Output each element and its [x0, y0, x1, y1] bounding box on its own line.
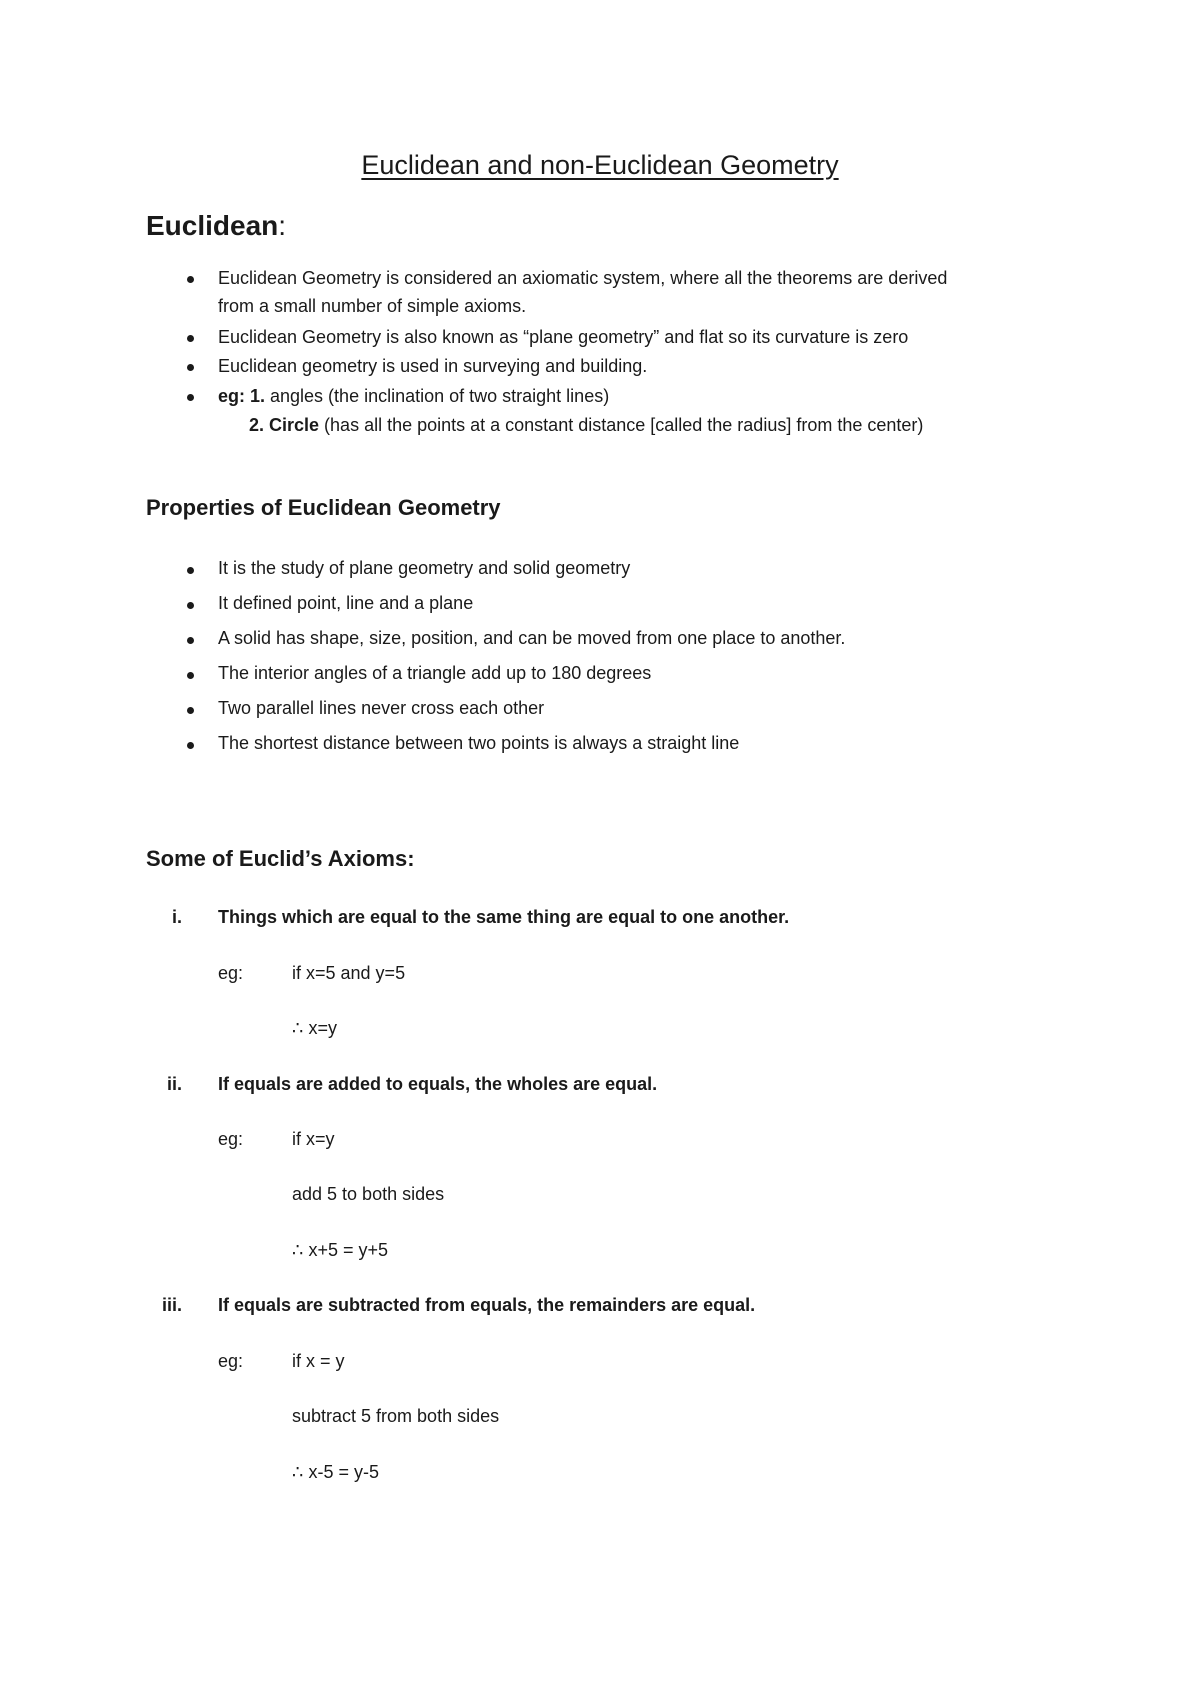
euclidean-bullet-1-line-2: from a small number of simple axioms. — [218, 296, 527, 316]
property-item: Two parallel lines never cross each other — [218, 698, 545, 718]
euclidean-heading-colon: : — [278, 210, 287, 241]
properties-heading: Properties of Euclidean Geometry — [146, 495, 501, 520]
bullet-dot — [187, 637, 194, 644]
example-label: eg: 1. — [218, 386, 266, 406]
euclidean-example-2 — [249, 415, 923, 436]
euclidean-bullet-1-line-1: Euclidean Geometry is considered an axiomatic system, where all the theorems are derived — [218, 268, 948, 288]
property-item: It is the study of plane geometry and solid geometry — [218, 558, 631, 578]
axiom-example-line: if x=5 and y=5 — [292, 963, 406, 983]
property-item: The interior angles of a triangle add up to 180 degrees — [218, 663, 652, 683]
bullet-dot — [187, 364, 194, 371]
axiom-numeral: ii. — [166, 1074, 182, 1094]
euclidean-bullet-3: Euclidean geometry is used in surveying and building. — [218, 356, 648, 376]
axiom-statement: If equals are subtracted from equals, the remainders are equal. — [218, 1295, 756, 1315]
euclidean-bullet-2: Euclidean Geometry is also known as “plane geometry” and flat so its curvature is zero — [218, 327, 909, 347]
bullet-dot — [187, 394, 194, 401]
axiom-statement: If equals are added to equals, the wholes are equal. — [218, 1074, 658, 1094]
bullet-dot — [187, 742, 194, 749]
bullet-dot — [187, 602, 194, 609]
axiom-example-line: ∴ x-5 = y-5 — [292, 1462, 379, 1482]
axiom-example-line: subtract 5 from both sides — [292, 1406, 500, 1426]
property-item: The shortest distance between two points is always a straight line — [218, 733, 740, 753]
axioms-heading: Some of Euclid’s Axioms: — [146, 846, 415, 871]
document-title: Euclidean and non-Euclidean Geometry — [361, 150, 839, 180]
bullet-dot — [187, 672, 194, 679]
axiom-statement: Things which are equal to the same thing are equal to one another. — [218, 907, 790, 927]
axiom-eg-label: eg: — [218, 1351, 244, 1371]
example-2-label: 2. Circle — [249, 415, 320, 435]
bullet-dot — [187, 567, 194, 574]
bullet-dot — [187, 335, 194, 342]
axiom-example-line: if x=y — [292, 1129, 335, 1149]
property-item: A solid has shape, size, position, and can be moved from one place to another. — [218, 628, 846, 648]
axiom-example-line: ∴ x+5 = y+5 — [292, 1240, 389, 1260]
axiom-example-line: ∴ x=y — [292, 1018, 337, 1038]
axiom-example-line: add 5 to both sides — [292, 1184, 445, 1204]
property-item: It defined point, line and a plane — [218, 593, 474, 613]
euclidean-heading — [146, 210, 286, 242]
example-2-text: (has all the points at a constant distance [called the radius] from the center) — [319, 415, 924, 435]
axiom-eg-label: eg: — [218, 963, 244, 983]
euclidean-heading-text: Euclidean — [146, 210, 279, 241]
axiom-eg-label: eg: — [218, 1129, 244, 1149]
axiom-numeral: iii. — [161, 1295, 182, 1315]
bullet-dot — [187, 707, 194, 714]
axiom-example-line: if x = y — [292, 1351, 345, 1371]
bullet-dot — [187, 276, 194, 283]
example-1-text: angles (the inclination of two straight lines) — [265, 386, 610, 406]
euclidean-bullet-4 — [218, 386, 609, 407]
axiom-numeral: i. — [171, 907, 182, 927]
